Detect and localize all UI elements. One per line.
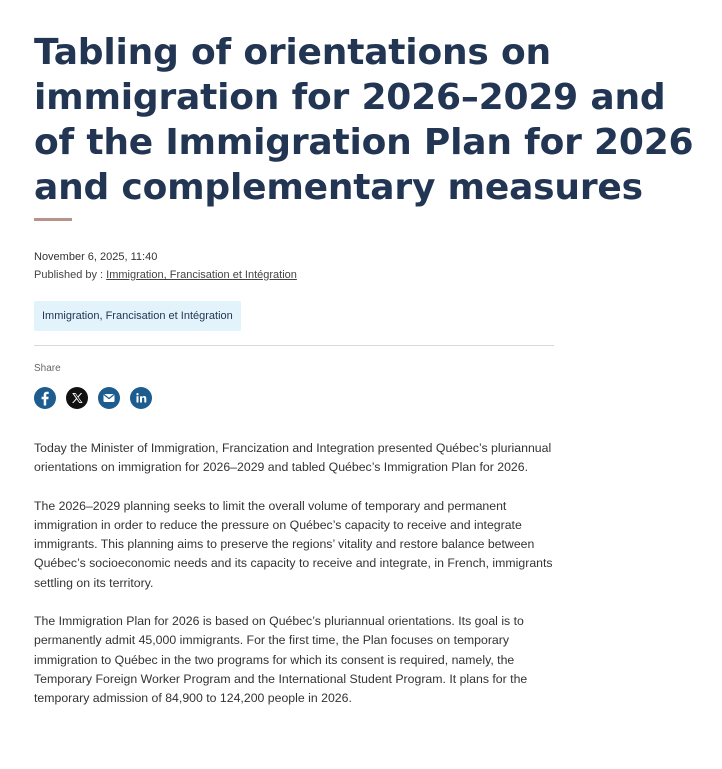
email-icon	[98, 387, 120, 409]
published-by	[34, 267, 704, 283]
email-share-button[interactable]	[98, 387, 120, 409]
linkedin-icon	[130, 387, 152, 409]
article	[34, 30, 704, 728]
page-title: Tabling of orientations on immigration for 2026–2029 and of the Immigration Plan for 2026 and complementary measures	[34, 32, 694, 208]
title-accent-rule	[34, 218, 72, 221]
paragraph: Today the Minister of Immigration, Francization and Integration presented Québec’s pluriannual orientations on immigration for 2026–2029 and tabled Québec’s Immigration Plan for 2026.	[34, 441, 552, 475]
paragraph: The 2026–2029 planning seeks to limit the overall volume of temporary and permanent immigration in order to reduce the pressure on Québec’s capacity to receive and integrate immigrants. This planning aims to preserve the regions’ vitality and restore balance between Québec’s socioeconomic needs and its capacity to receive and integrate, in French, immigrants settling on its territory.	[34, 498, 553, 590]
facebook-share-button[interactable]	[34, 387, 56, 409]
share-label: Share	[34, 363, 61, 374]
divider	[34, 345, 554, 346]
x-share-button[interactable]	[66, 387, 88, 409]
paragraph: The Immigration Plan for 2026 is based on Québec’s pluriannual orientations. Its goal is to permanently admit 45,000 immigrants. For the first time, the Plan focuses on temporary immigration to Québec in the two programs for which its consent is required, namely, the Temporary Foreign Worker Program and the International Student Program. It plans for the temporary admission of 84,900 to 124,200 people in 2026.	[34, 614, 528, 706]
facebook-icon	[34, 387, 56, 409]
x-icon	[66, 387, 88, 409]
article-body	[34, 439, 554, 709]
share-buttons	[34, 387, 704, 409]
publication-date: November 6, 2025, 11:40	[34, 251, 158, 263]
published-by-label: Published by :	[34, 269, 107, 281]
linkedin-share-button[interactable]	[130, 387, 152, 409]
department-tag[interactable]: Immigration, Francisation et Intégration	[34, 301, 241, 331]
published-by-link[interactable]: Immigration, Francisation et Intégration	[106, 269, 297, 281]
